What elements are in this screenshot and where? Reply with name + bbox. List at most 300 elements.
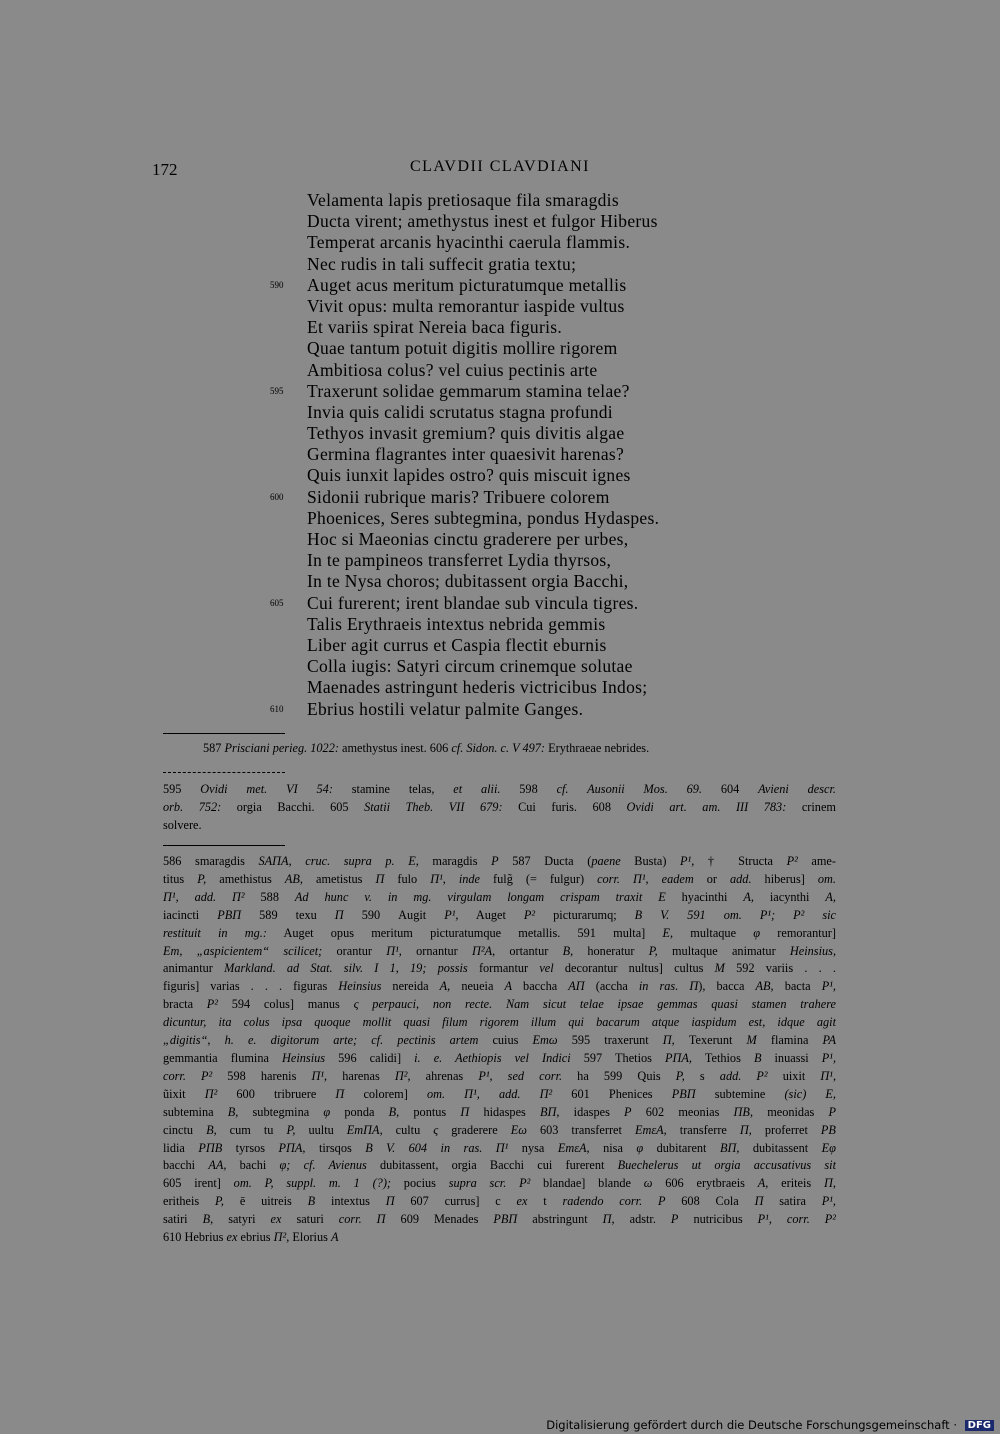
footnote-italic: Π, (662, 1033, 675, 1048)
footnote-italic: om. (817, 871, 836, 886)
verse-line (0, 677, 1000, 698)
footnote-italic: om. P, suppl. m. 1 (?); (233, 1176, 392, 1191)
verse-line (0, 338, 1000, 359)
verse-line (0, 529, 1000, 550)
footnote-text: figuris] varias . . . figuras (163, 979, 339, 994)
apparatus-criticus (163, 853, 836, 1247)
footnote-text: satiri (163, 1212, 203, 1227)
footnote-text: fulg̃ (= fulgur) (480, 871, 598, 886)
verse-number: 605 (270, 597, 284, 608)
footnote-text: 587 Ducta ( (498, 854, 592, 868)
footnote-italic: PΠA, (665, 1050, 692, 1065)
verse-text: Phoenices, Seres subtegmina, pondus Hydaspes. (307, 507, 660, 528)
footnote-italic: P (491, 854, 499, 868)
footnote-italic: orb. 752: (163, 799, 222, 814)
footnote-text: abstringunt (517, 1212, 603, 1227)
footnote-text: 605 irent] (163, 1176, 234, 1191)
verse-text: Quis iunxit lapides ostro? quis miscuit ignes (307, 465, 631, 486)
footnote-text: maragdis (418, 854, 492, 868)
footnote-text: harenas (327, 1068, 395, 1083)
verse-line (0, 550, 1000, 571)
footnote-text: bacchi (163, 1158, 209, 1173)
footnote-text: 590 Augit (343, 907, 445, 922)
footnote-text: inuassi (761, 1050, 822, 1065)
footnote-text: decorantur nultus] cultus (553, 961, 715, 976)
footnote-text: 598 harenis (212, 1068, 312, 1083)
footnote-italic: B, (227, 1104, 239, 1119)
footnote-italic: V. 604 in ras. Π¹ (386, 1140, 509, 1155)
verse-text: Quae tantum potuit digitis mollire rigorem (307, 338, 618, 359)
verse-line (0, 275, 1000, 296)
footnote-line (163, 1068, 836, 1086)
footnote-italic: PΠA, (278, 1140, 306, 1155)
footnote-text: animantur (163, 961, 225, 976)
footnote-text: 604 (701, 782, 759, 796)
footnote-italic: PΠB (198, 1140, 223, 1155)
footnote-italic: PBΠ (671, 1086, 696, 1101)
footnote-italic: EmεA, (557, 1140, 590, 1155)
rule-main (163, 733, 285, 734)
footnote-text: hiberus] (751, 871, 818, 886)
verse-line (0, 465, 1000, 486)
footnote-italic: add. (730, 871, 752, 886)
footnote-text: pontus (399, 1104, 461, 1119)
verse-text: Traxerunt solidae gemmarum stamina telae? (307, 380, 630, 401)
footnote-italic: Π² (204, 1086, 218, 1101)
footnote-text: , † Structa (691, 854, 787, 868)
footnote-line (163, 1032, 836, 1050)
footnote-text: 600 tribruere (217, 1086, 336, 1101)
loci-similes (163, 781, 836, 835)
footnote-italic: ex (516, 1194, 528, 1209)
footnote-text: s (684, 1068, 720, 1083)
verse-text: Germina flagrantes inter quaesivit harenas? (307, 444, 625, 465)
footnote-text: 610 Hebrius (163, 1230, 227, 1245)
footnote-line (163, 1211, 836, 1229)
footnote-italic: SAΠA, cruc. supra p. E, (258, 854, 419, 868)
footnote-italic: P, (215, 1194, 225, 1209)
footnote-line (163, 1229, 836, 1247)
footnote-italic: M (746, 1033, 757, 1048)
footnote-italic: φ (753, 925, 761, 940)
footnote-italic: BΠ, (540, 1104, 560, 1119)
footnote-line (163, 960, 836, 978)
footnote-text: orantur (322, 943, 387, 958)
dfg-logo[interactable]: DFG (965, 1420, 994, 1431)
verse-text: Hoc si Maeonias cinctu graderere per urbes, (307, 529, 629, 549)
footnote-italic: B, (562, 943, 574, 958)
footnote-line (163, 978, 836, 996)
footnote-text: dubitassent (739, 1140, 822, 1155)
footnote-italic: corr. P² (163, 1068, 213, 1083)
footnote-italic: B, (202, 1212, 214, 1227)
verse-line (0, 508, 1000, 529)
footnote-italic: radendo corr. P (562, 1194, 666, 1209)
footnote-text: bacta (773, 979, 822, 994)
verse-text: Ducta virent; amethystus inest et fulgor Hiberus (307, 211, 658, 232)
footnote-line (163, 1122, 836, 1140)
verse-line (0, 571, 1000, 592)
footnote-text: blandae] blande (530, 1176, 644, 1191)
footnote-italic: Ovidi met. VI 54: (200, 782, 333, 796)
footnote-italic: AB, (284, 871, 303, 886)
footnote-italic: Π (334, 907, 344, 922)
footnote-italic: AA, (208, 1158, 227, 1173)
footnote-text: 589 texu (241, 907, 335, 922)
footnote-italic: φ (323, 1104, 331, 1119)
footnote-text: gemmantia flumina (163, 1050, 283, 1065)
verse-line (0, 699, 1000, 720)
footnote-italic: Π², (394, 1068, 411, 1083)
footnote-text: lidia (163, 1140, 199, 1155)
footnote-italic: Prisciani perieg. 1022: (224, 741, 339, 755)
rule-apparatus (163, 845, 285, 846)
footnote-text: ametistus (302, 871, 376, 886)
footnote-italic: P² (786, 854, 798, 868)
footnote-text: graderere (438, 1122, 511, 1137)
footnote-italic: Π (754, 1194, 764, 1209)
footnote-line (163, 1014, 836, 1032)
footnote-italic: Π, (824, 1176, 836, 1191)
footnote-text: Cui furis. 608 (502, 799, 627, 814)
footnote-italic: om. Π¹, add. Π² (426, 1086, 553, 1101)
footnote-text: 603 transferret (526, 1122, 635, 1137)
footnote-italic: Markland. ad Stat. silv. I 1, 19; possis (224, 961, 468, 976)
footnote-italic: A, (757, 1176, 769, 1191)
footnote-italic: Heinsius, (789, 943, 836, 958)
footnote-text: saturi (281, 1212, 339, 1227)
footnote-italic: et alii. (453, 782, 501, 796)
footnote-italic: P¹, (444, 907, 459, 922)
footnote-italic: Ovidi art. am. III 783: (626, 799, 787, 814)
footnote-text: meonidas (753, 1104, 829, 1119)
footnote-line (163, 1193, 836, 1211)
footnote-italic: Π², (273, 1230, 290, 1245)
footnote-italic: corr. Π¹, eadem (597, 871, 694, 886)
verse-line (0, 232, 1000, 253)
footnote-text: or (693, 871, 730, 886)
verse-number: 600 (270, 491, 284, 502)
footnote-italic: P¹, (821, 1050, 836, 1065)
verse-line (0, 317, 1000, 338)
footnote-text: transferre (666, 1122, 740, 1137)
footnote-text: uultu (295, 1122, 347, 1137)
footnote-line (163, 853, 836, 871)
verse-text: Maenades astringunt hederis victricibus Indos; (307, 677, 648, 698)
footnote-text: bracta (163, 997, 207, 1012)
footnote-italic: B (365, 1140, 373, 1155)
footnote-text: stamine telas, (332, 782, 454, 796)
verse-text: Ebrius hostili velatur palmite Ganges. (307, 698, 584, 719)
footnote-italic: Buechelerus ut orgia accusativus sit (617, 1158, 836, 1173)
footnote-italic: P¹, (821, 979, 836, 994)
footnote-italic: Π (375, 871, 385, 886)
footnote-text: ebrius (237, 1230, 274, 1245)
footnote-text: Auget opus meritum picturatumque metallis. 591 multa] (266, 925, 663, 940)
footnote-text: cultu (382, 1122, 434, 1137)
footnote-italic: B (307, 1194, 316, 1209)
footnote-italic: paene (591, 854, 621, 868)
footnote-text: 596 calidi] (325, 1050, 415, 1065)
footnote-text: ornantur (401, 943, 473, 958)
footnote-text: tirsqos (305, 1140, 366, 1155)
footnote-italic: PBΠ (217, 907, 242, 922)
footnote-text: ), bacca (698, 979, 756, 994)
verse-line (0, 211, 1000, 232)
footnote-italic: supra scr. P² (448, 1176, 531, 1191)
verse-text: Nec rudis in tali suffecit gratia textu; (307, 253, 577, 274)
footnote-text: iacincti (163, 907, 218, 922)
footnote-text: ponda (330, 1104, 389, 1119)
footnote-line (163, 1157, 836, 1175)
footnote-italic: P¹, (821, 1194, 836, 1209)
footnote-italic: Heinsius (282, 1050, 326, 1065)
footnote-italic: B (753, 1050, 762, 1065)
footnote-italic: Heinsius (338, 979, 382, 994)
footnote-text: Erythraeae nebrides. (545, 741, 650, 755)
footnote-italic: P, (197, 871, 207, 886)
footnote-line (163, 817, 836, 835)
footnote-text: 595 (163, 782, 201, 796)
footnote-text: fulo (384, 871, 431, 886)
footnote-line (163, 996, 836, 1014)
footnote-line (163, 1104, 836, 1122)
footnote-italic: V. 591 om. P¹; P² sic (660, 907, 836, 922)
footnote-italic: Eφ (821, 1140, 836, 1155)
footnote-italic: Π¹, add. Π² (163, 889, 245, 904)
footnote-text: (accha (584, 979, 639, 994)
footnote-text: Auget (458, 907, 524, 922)
footnote-text: hyacinthi (665, 889, 744, 904)
footnote-italic: PB (820, 1122, 836, 1137)
footnote-text: iacynthi (753, 889, 826, 904)
verse-line (0, 614, 1000, 635)
footnote-italic: PBΠ (493, 1212, 518, 1227)
footnote-text: crinem (786, 799, 836, 814)
footnote-text: honeratur (573, 943, 649, 958)
footnote-italic: Emω (532, 1033, 558, 1048)
footnote-text: tyrsos (222, 1140, 279, 1155)
footnote-italic: B (634, 907, 643, 922)
footnote-text: ortantur (495, 943, 563, 958)
verse-text: Auget acus meritum picturatumque metallis (307, 274, 627, 295)
footnote-text: ũixit (163, 1086, 205, 1101)
footnote-text: 592 variis . . . (724, 961, 836, 976)
footnote-italic: Eω (510, 1122, 527, 1137)
footnote-italic: Avieni descr. (758, 782, 836, 796)
footnote-line (163, 925, 836, 943)
footnote-italic: corr. Π (338, 1212, 386, 1227)
footnote-italic: P¹ (680, 854, 692, 868)
verse-number: 595 (270, 385, 284, 396)
footnote-italic: cf. Ausonii Mos. 69. (556, 782, 702, 796)
footnote-italic: M (714, 961, 725, 976)
rule-dashed (163, 772, 285, 773)
verse-text: Invia quis calidi scrutatus stagna profundi (307, 401, 613, 422)
footnote-italic: P (828, 1104, 836, 1119)
footnote-italic: AΠ (568, 979, 585, 994)
footnote-text (373, 1141, 386, 1155)
footnote-italic: vel (539, 961, 554, 976)
verse-text: Tethyos invasit gremium? quis divitis algae (307, 423, 625, 444)
footnote-line (163, 781, 836, 799)
verse-line (0, 487, 1000, 508)
footnote-italic: B, (388, 1104, 400, 1119)
footnote-text: 595 traxerunt (557, 1033, 663, 1048)
footnote-text: flamina (756, 1033, 823, 1048)
footnote-italic: Π¹, (820, 1068, 836, 1083)
verse-line (0, 254, 1000, 275)
footnote-text: adstr. (614, 1212, 671, 1227)
verse-line (0, 593, 1000, 614)
footnote-italic: φ; cf. Avienus (279, 1158, 367, 1173)
verse-line (0, 635, 1000, 656)
footnote-line (163, 1050, 836, 1068)
footnote-italic: Π¹, (311, 1068, 328, 1083)
footnote-text: 606 erytbraeis (652, 1176, 758, 1191)
verse-line (0, 444, 1000, 465)
footnote-text: Elorius (289, 1230, 331, 1245)
footnote-italic: P¹, corr. P² (757, 1212, 836, 1227)
footnote-italic: cf. Sidon. c. V 497: (451, 741, 546, 755)
footnote-text: ha 599 Quis (562, 1068, 676, 1083)
footnote-italic: i. e. Aethiopis vel Indici (414, 1050, 571, 1065)
verse-text: Liber agit currus et Caspia flectit eburnis (307, 634, 607, 655)
footnote-italic: ς (433, 1122, 439, 1137)
footnote-italic: ex (226, 1230, 238, 1245)
verse-text: In te pampineos transferret Lydia thyrsos, (307, 550, 612, 571)
footnote-italic: E, (662, 925, 674, 940)
footnote-text: eriteis (768, 1176, 824, 1191)
footnote-text: 588 (244, 889, 295, 904)
footnote-italic: Π, (602, 1212, 615, 1227)
footnote-text: 601 Phenices (552, 1086, 672, 1101)
verse-text: Sidonii rubrique maris? Tribuere colorem (307, 486, 610, 507)
footnote-italic: restituit in mg.: (163, 925, 267, 940)
footnote-text: hidaspes (469, 1104, 540, 1119)
footnote-text: Texerunt (674, 1033, 747, 1048)
footnote-italic: dicuntur, ita colus ipsa quoque mollit quasi filum rigorem illum qui bacarum atque iaspidum est, idque agit (163, 1015, 836, 1030)
footnote-line (163, 799, 836, 817)
verse-text: Vivit opus: multa remorantur iaspide vultus (307, 295, 625, 316)
footnote-text: ē uitreis (224, 1194, 308, 1209)
footnote-italic: B, (206, 1122, 217, 1137)
footnote-text: amethystus inest. 606 (338, 741, 452, 755)
footnote-text: nutricibus (678, 1212, 758, 1227)
footnote-text: 594 colus] manus (217, 997, 354, 1012)
footnote-line (163, 943, 836, 961)
footnote-text: 602 meonias (631, 1104, 734, 1119)
footnote-text: subtemine (695, 1086, 785, 1101)
footnote-text: intextus (315, 1194, 386, 1209)
verse-number: 610 (270, 703, 284, 714)
footnote-italic: P, (648, 943, 658, 958)
footnote-text: 597 Thetios (570, 1050, 665, 1065)
footnote-text: dubitarent (643, 1140, 720, 1155)
verse-line (0, 423, 1000, 444)
footnote-text: 609 Menades (385, 1212, 494, 1227)
footnote-italic: P (624, 1104, 632, 1119)
footnote-italic: AB, (755, 979, 774, 994)
footnote-italic: Π, (739, 1122, 752, 1137)
footer (546, 1418, 994, 1432)
running-head: CLAVDII CLAVDIANI (409, 158, 590, 175)
footnote-text: 598 (500, 782, 557, 796)
footnote-text: multaque animatur (657, 943, 790, 958)
footnote-text: Tethios (691, 1050, 754, 1065)
footnote-italic: in ras. Π (638, 979, 699, 994)
footnote-text: eritheis (163, 1194, 215, 1209)
footnote-italic: BΠ, (719, 1140, 740, 1155)
footnote-italic: Π¹, inde (430, 871, 481, 886)
footnote-text: satira (763, 1194, 822, 1209)
footnote-text: cuius (478, 1033, 533, 1048)
footnote-italic: Ad hunc v. in mg. virgulam longam crispam traxit E (294, 889, 666, 904)
footnote-text: Busta) (620, 854, 681, 868)
footnote-italic: EmεA, (634, 1122, 667, 1137)
footnote-text: t (527, 1194, 563, 1209)
footnote-line (163, 1140, 836, 1158)
footnote-text: picturarumq; (535, 907, 635, 922)
footnote-text: bachi (226, 1158, 280, 1173)
footnote-text (642, 908, 660, 922)
footnote-text: uixit (767, 1068, 821, 1083)
verse-line (0, 381, 1000, 402)
footnote-italic: P, (286, 1122, 296, 1137)
footnote-italic: PA (822, 1033, 836, 1048)
footnote-text: satyri (213, 1212, 271, 1227)
footnote-italic: ω (643, 1176, 653, 1191)
footnote-italic: A, (439, 979, 451, 994)
footnote-italic: P (670, 1212, 679, 1227)
verse-text: Et variis spirat Nereia baca figuris. (307, 317, 563, 338)
testimonia (203, 740, 803, 758)
footnote-italic: A, (825, 889, 836, 904)
verse-number: 590 (270, 279, 284, 290)
footnote-text: amethistus (206, 871, 285, 886)
footnote-italic: Π (385, 1194, 395, 1209)
footnote-text: pocius (391, 1176, 449, 1191)
footnote-text: solvere. (163, 817, 202, 832)
footnote-text: subtegmina (238, 1104, 324, 1119)
footnote-italic: P² (523, 907, 536, 922)
footnote-italic: Π (460, 1104, 470, 1119)
verse-text: Cui furerent; irent blandae sub vincula tigres. (307, 592, 639, 613)
footnote-text: nisa (589, 1140, 637, 1155)
footnote-text: titus (163, 871, 198, 886)
footnote-italic: P, (675, 1068, 685, 1083)
verse-text: Ambitiosa colus? vel cuius pectinis arte (307, 359, 598, 380)
verse-text: Temperat arcanis hyacinthi caerula flammis. (307, 232, 631, 253)
footnote-italic: ex (270, 1212, 282, 1227)
page-number: 172 (152, 160, 178, 179)
footnote-text: ame- (797, 854, 836, 868)
footnote-text: nereida (381, 979, 440, 994)
footnote-line (163, 889, 836, 907)
verse-line (0, 656, 1000, 677)
footnote-italic: ΠB, (733, 1104, 754, 1119)
footnote-text: cum tu (216, 1122, 287, 1137)
footnote-line (163, 1086, 836, 1104)
footnote-italic: Statii Theb. VII 679: (364, 799, 503, 814)
footnote-italic: Π (335, 1086, 345, 1101)
footnote-line (163, 1175, 836, 1193)
footnote-line (203, 740, 803, 758)
verse-line (0, 360, 1000, 381)
footnote-italic: A, (743, 889, 754, 904)
footnote-text: proferret (751, 1122, 821, 1137)
verse-text: Velamenta lapis pretiosaque fila smaragdis (307, 190, 619, 210)
